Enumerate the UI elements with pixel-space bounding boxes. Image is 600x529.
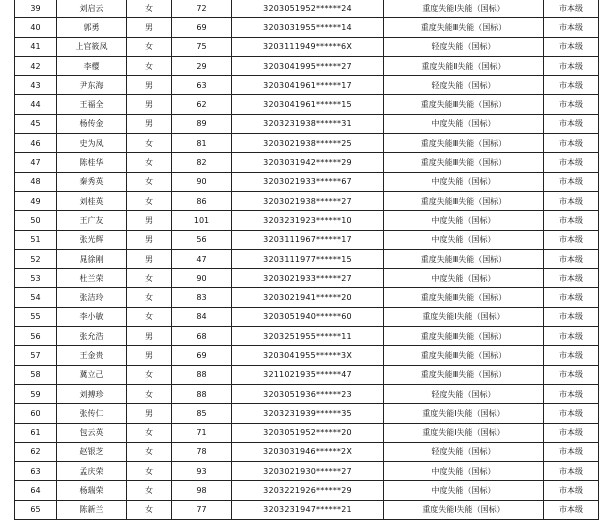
gender: 男 — [127, 404, 172, 423]
person-name: 上官筱凤 — [57, 37, 127, 56]
row-number: 46 — [15, 134, 57, 153]
disability-level: 中度失能（国标） — [384, 269, 544, 288]
disability-level: 中度失能（国标） — [384, 211, 544, 230]
disability-level: 重度失能Ⅲ失能（国标） — [384, 153, 544, 172]
id-number: 3203111977******15 — [232, 249, 384, 268]
table-row — [15, 18, 599, 37]
table-row — [15, 37, 599, 56]
disability-level: 轻度失能（国标） — [384, 37, 544, 56]
id-number: 3203231939******35 — [232, 404, 384, 423]
gender: 男 — [127, 95, 172, 114]
gender: 男 — [127, 327, 172, 346]
gender: 男 — [127, 249, 172, 268]
roster-table-body — [15, 0, 599, 520]
id-number: 3203111949******6X — [232, 37, 384, 56]
person-name: 秦秀英 — [57, 172, 127, 191]
disability-level: 重度失能Ⅲ失能（国标） — [384, 249, 544, 268]
person-name: 杜兰荣 — [57, 269, 127, 288]
table-row — [15, 153, 599, 172]
row-number: 64 — [15, 481, 57, 500]
id-number: 3203031946******2X — [232, 442, 384, 461]
age: 86 — [172, 191, 232, 210]
table-row — [15, 500, 599, 519]
person-name: 包云英 — [57, 423, 127, 442]
row-number: 61 — [15, 423, 57, 442]
table-row — [15, 346, 599, 365]
age: 88 — [172, 365, 232, 384]
gender: 女 — [127, 481, 172, 500]
administrative-scope: 市本级 — [544, 500, 599, 519]
person-name: 晁徐刚 — [57, 249, 127, 268]
administrative-scope: 市本级 — [544, 269, 599, 288]
age: 101 — [172, 211, 232, 230]
disability-level: 中度失能（国标） — [384, 114, 544, 133]
person-name: 郭勇 — [57, 18, 127, 37]
person-name: 王广友 — [57, 211, 127, 230]
table-row — [15, 462, 599, 481]
id-number: 3203221926******29 — [232, 481, 384, 500]
age: 68 — [172, 327, 232, 346]
administrative-scope: 市本级 — [544, 365, 599, 384]
person-name: 张光辉 — [57, 230, 127, 249]
person-name: 王金贵 — [57, 346, 127, 365]
id-number: 3203231938******31 — [232, 114, 384, 133]
administrative-scope: 市本级 — [544, 230, 599, 249]
id-number: 3203231923******10 — [232, 211, 384, 230]
disability-level: 重度失能Ⅲ失能（国标） — [384, 191, 544, 210]
administrative-scope: 市本级 — [544, 153, 599, 172]
administrative-scope: 市本级 — [544, 95, 599, 114]
id-number: 3203231947******21 — [232, 500, 384, 519]
gender: 女 — [127, 384, 172, 403]
row-number: 52 — [15, 249, 57, 268]
age: 90 — [172, 172, 232, 191]
gender: 女 — [127, 288, 172, 307]
table-row — [15, 481, 599, 500]
id-number: 3203051952******24 — [232, 0, 384, 18]
id-number: 3203041955******3X — [232, 346, 384, 365]
person-name: 陈新兰 — [57, 500, 127, 519]
row-number: 44 — [15, 95, 57, 114]
person-name: 张洁玲 — [57, 288, 127, 307]
administrative-scope: 市本级 — [544, 442, 599, 461]
id-number: 3203031955******14 — [232, 18, 384, 37]
person-name: 赵银芝 — [57, 442, 127, 461]
table-row — [15, 191, 599, 210]
administrative-scope: 市本级 — [544, 172, 599, 191]
administrative-scope: 市本级 — [544, 211, 599, 230]
person-name: 王福全 — [57, 95, 127, 114]
id-number: 3203031942******29 — [232, 153, 384, 172]
administrative-scope: 市本级 — [544, 462, 599, 481]
gender: 女 — [127, 134, 172, 153]
person-name: 张传仁 — [57, 404, 127, 423]
age: 78 — [172, 442, 232, 461]
gender: 女 — [127, 500, 172, 519]
age: 71 — [172, 423, 232, 442]
age: 90 — [172, 269, 232, 288]
disability-level: 重度失能Ⅲ失能（国标） — [384, 365, 544, 384]
disability-level: 轻度失能（国标） — [384, 76, 544, 95]
disability-level: 重度失能Ⅰ失能（国标） — [384, 0, 544, 18]
disability-level: 中度失能（国标） — [384, 481, 544, 500]
id-number: 3203051940******60 — [232, 307, 384, 326]
person-name: 杨传金 — [57, 114, 127, 133]
table-row — [15, 114, 599, 133]
table-row — [15, 230, 599, 249]
person-name: 尹东海 — [57, 76, 127, 95]
disability-level: 重度失能Ⅲ失能（国标） — [384, 346, 544, 365]
administrative-scope: 市本级 — [544, 288, 599, 307]
disability-level: 重度失能Ⅲ失能（国标） — [384, 327, 544, 346]
gender: 男 — [127, 230, 172, 249]
table-row — [15, 134, 599, 153]
id-number: 3203251955******11 — [232, 327, 384, 346]
administrative-scope: 市本级 — [544, 37, 599, 56]
row-number: 45 — [15, 114, 57, 133]
gender: 女 — [127, 172, 172, 191]
id-number: 3203041995******27 — [232, 56, 384, 75]
person-name: 李樱 — [57, 56, 127, 75]
person-name: 刘搏珍 — [57, 384, 127, 403]
disability-level: 重度失能Ⅰ失能（国标） — [384, 307, 544, 326]
row-number: 62 — [15, 442, 57, 461]
id-number: 3203051952******20 — [232, 423, 384, 442]
person-name: 张允浩 — [57, 327, 127, 346]
administrative-scope: 市本级 — [544, 0, 599, 18]
age: 82 — [172, 153, 232, 172]
row-number: 56 — [15, 327, 57, 346]
id-number: 3211021935******47 — [232, 365, 384, 384]
age: 85 — [172, 404, 232, 423]
id-number: 3203021933******67 — [232, 172, 384, 191]
person-name: 孟庆荣 — [57, 462, 127, 481]
person-name: 刘桂英 — [57, 191, 127, 210]
row-number: 51 — [15, 230, 57, 249]
administrative-scope: 市本级 — [544, 423, 599, 442]
person-name: 史为凤 — [57, 134, 127, 153]
gender: 女 — [127, 269, 172, 288]
table-row — [15, 365, 599, 384]
age: 98 — [172, 481, 232, 500]
table-row — [15, 172, 599, 191]
gender: 女 — [127, 423, 172, 442]
disability-level: 中度失能（国标） — [384, 462, 544, 481]
age: 62 — [172, 95, 232, 114]
age: 69 — [172, 18, 232, 37]
person-name: 李小敏 — [57, 307, 127, 326]
age: 47 — [172, 249, 232, 268]
age: 88 — [172, 384, 232, 403]
id-number: 3203021930******27 — [232, 462, 384, 481]
gender: 男 — [127, 18, 172, 37]
table-row — [15, 76, 599, 95]
disability-level: 重度失能Ⅲ失能（国标） — [384, 18, 544, 37]
table-row — [15, 384, 599, 403]
row-number: 55 — [15, 307, 57, 326]
row-number: 60 — [15, 404, 57, 423]
disability-level: 轻度失能（国标） — [384, 384, 544, 403]
gender: 女 — [127, 56, 172, 75]
row-number: 40 — [15, 18, 57, 37]
id-number: 3203021933******27 — [232, 269, 384, 288]
gender: 男 — [127, 346, 172, 365]
age: 77 — [172, 500, 232, 519]
person-name: 冀立己 — [57, 365, 127, 384]
table-row — [15, 249, 599, 268]
age: 56 — [172, 230, 232, 249]
gender: 男 — [127, 114, 172, 133]
table-row — [15, 0, 599, 18]
administrative-scope: 市本级 — [544, 346, 599, 365]
row-number: 43 — [15, 76, 57, 95]
table-row — [15, 423, 599, 442]
gender: 女 — [127, 153, 172, 172]
disability-level: 重度失能Ⅲ失能（国标） — [384, 134, 544, 153]
row-number: 63 — [15, 462, 57, 481]
age: 83 — [172, 288, 232, 307]
row-number: 58 — [15, 365, 57, 384]
administrative-scope: 市本级 — [544, 76, 599, 95]
gender: 男 — [127, 76, 172, 95]
age: 84 — [172, 307, 232, 326]
person-name: 刘启云 — [57, 0, 127, 18]
administrative-scope: 市本级 — [544, 191, 599, 210]
row-number: 59 — [15, 384, 57, 403]
administrative-scope: 市本级 — [544, 56, 599, 75]
table-row — [15, 442, 599, 461]
disability-roster-table — [14, 0, 599, 520]
table-row — [15, 95, 599, 114]
table-row — [15, 211, 599, 230]
age: 89 — [172, 114, 232, 133]
table-row — [15, 288, 599, 307]
administrative-scope: 市本级 — [544, 114, 599, 133]
age: 69 — [172, 346, 232, 365]
disability-level: 重度失能Ⅰ失能（国标） — [384, 404, 544, 423]
row-number: 53 — [15, 269, 57, 288]
gender: 女 — [127, 191, 172, 210]
disability-level: 重度失能Ⅱ失能（国标） — [384, 56, 544, 75]
table-row — [15, 404, 599, 423]
id-number: 3203051936******23 — [232, 384, 384, 403]
disability-level: 重度失能Ⅰ失能（国标） — [384, 423, 544, 442]
row-number: 54 — [15, 288, 57, 307]
row-number: 65 — [15, 500, 57, 519]
row-number: 48 — [15, 172, 57, 191]
table-row — [15, 269, 599, 288]
person-name: 杨瑞荣 — [57, 481, 127, 500]
age: 93 — [172, 462, 232, 481]
table-row — [15, 56, 599, 75]
table-row — [15, 307, 599, 326]
age: 63 — [172, 76, 232, 95]
administrative-scope: 市本级 — [544, 404, 599, 423]
id-number: 3203111967******17 — [232, 230, 384, 249]
id-number: 3203021941******20 — [232, 288, 384, 307]
row-number: 47 — [15, 153, 57, 172]
disability-level: 重度失能Ⅲ失能（国标） — [384, 288, 544, 307]
gender: 女 — [127, 462, 172, 481]
age: 72 — [172, 0, 232, 18]
gender: 女 — [127, 307, 172, 326]
gender: 女 — [127, 442, 172, 461]
id-number: 3203021938******27 — [232, 191, 384, 210]
row-number: 42 — [15, 56, 57, 75]
disability-level: 重度失能Ⅰ失能（国标） — [384, 500, 544, 519]
row-number: 39 — [15, 0, 57, 18]
age: 81 — [172, 134, 232, 153]
row-number: 49 — [15, 191, 57, 210]
gender: 女 — [127, 365, 172, 384]
administrative-scope: 市本级 — [544, 249, 599, 268]
row-number: 50 — [15, 211, 57, 230]
age: 29 — [172, 56, 232, 75]
disability-level: 中度失能（国标） — [384, 230, 544, 249]
gender: 女 — [127, 37, 172, 56]
row-number: 57 — [15, 346, 57, 365]
disability-level: 重度失能Ⅲ失能（国标） — [384, 95, 544, 114]
id-number: 3203041961******15 — [232, 95, 384, 114]
administrative-scope: 市本级 — [544, 18, 599, 37]
id-number: 3203021938******25 — [232, 134, 384, 153]
administrative-scope: 市本级 — [544, 327, 599, 346]
administrative-scope: 市本级 — [544, 307, 599, 326]
administrative-scope: 市本级 — [544, 384, 599, 403]
gender: 女 — [127, 0, 172, 18]
administrative-scope: 市本级 — [544, 134, 599, 153]
gender: 男 — [127, 211, 172, 230]
id-number: 3203041961******17 — [232, 76, 384, 95]
age: 75 — [172, 37, 232, 56]
administrative-scope: 市本级 — [544, 481, 599, 500]
table-row — [15, 327, 599, 346]
row-number: 41 — [15, 37, 57, 56]
disability-level: 轻度失能（国标） — [384, 442, 544, 461]
person-name: 陈桂华 — [57, 153, 127, 172]
disability-level: 中度失能（国标） — [384, 172, 544, 191]
